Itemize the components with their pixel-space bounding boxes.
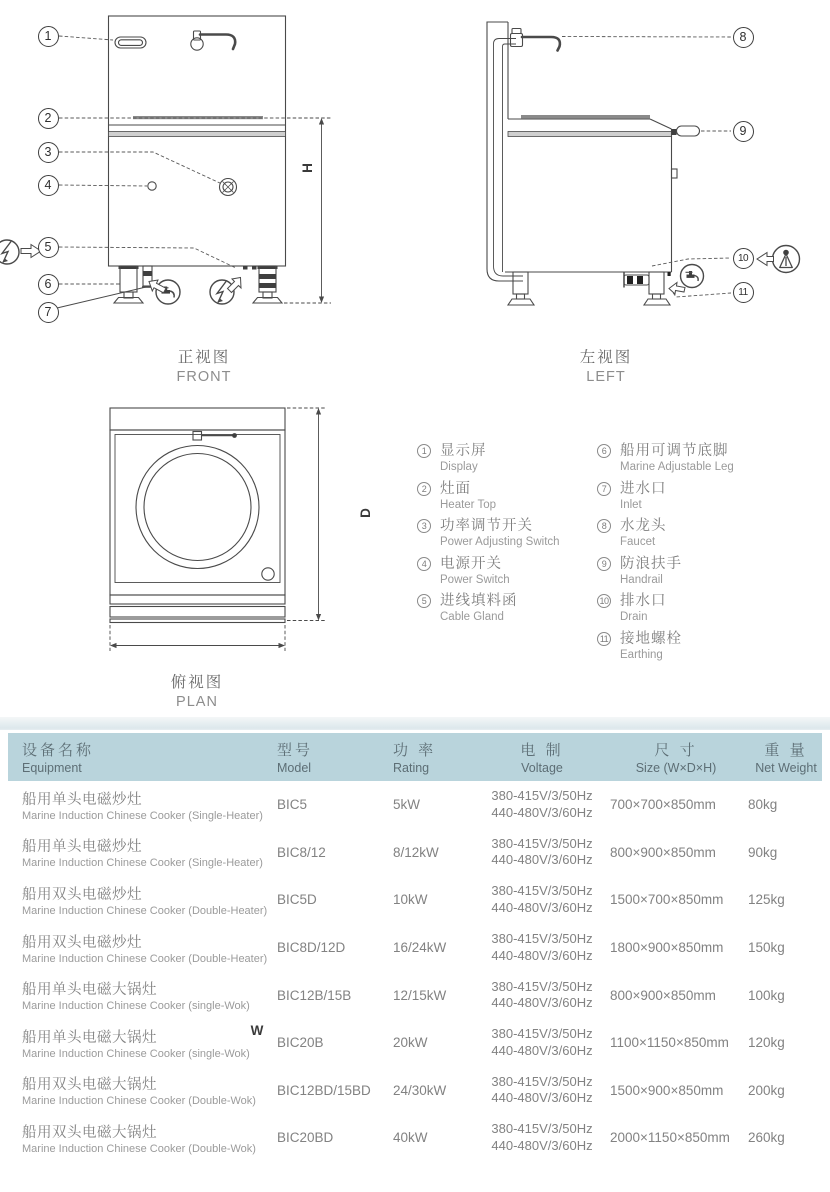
rating-cell: 8/12kW (393, 844, 439, 860)
drain-icon (757, 246, 800, 273)
model-cell: BIC8/12 (277, 844, 326, 860)
legend-num: 4 (417, 557, 431, 571)
callout-1: 1 (38, 26, 59, 47)
legend-num: 10 (597, 594, 611, 608)
wok-ring (136, 446, 259, 569)
size-cell: 800×900×850mm (610, 987, 716, 1003)
legend-label-en: Drain (620, 611, 648, 623)
power-switch (148, 182, 156, 190)
model-cell: BIC8D/12D (277, 940, 346, 956)
faucet-side (511, 29, 560, 51)
voltage-cell (476, 1114, 608, 1162)
legend-label-en: Power Switch (440, 573, 510, 586)
voltage-50hz: 380-415V/3/50Hz (491, 835, 593, 851)
rating-cell: 12/15kW (393, 987, 447, 1003)
faucet-front (191, 31, 235, 50)
table-row (0, 1067, 830, 1115)
legend-item-cable-gland (417, 592, 607, 630)
voltage-cell (476, 781, 608, 829)
header-weight (746, 733, 826, 781)
callout-3: 3 (38, 142, 59, 163)
size-cell: 1500×900×850mm (610, 1082, 724, 1098)
faucet-icon (149, 280, 180, 304)
legend-label-zh: 船用可调节底脚 (620, 443, 729, 459)
equipment-name-zh: 船用双头电磁大锅灶 (22, 1124, 157, 1141)
size-cell: 1500×700×850mm (610, 892, 724, 908)
model-cell: BIC12BD/15BD (277, 1082, 371, 1098)
legend-item-marine-adjustable-leg (597, 442, 787, 480)
header-voltage (476, 733, 608, 781)
depth-dimension (287, 408, 326, 621)
header-rating-zh: 功 率 (393, 742, 437, 759)
legend-item-power-adjusting-switch (417, 517, 607, 555)
equipment-name-zh: 船用双头电磁炒灶 (22, 886, 142, 903)
back-panel (487, 22, 523, 281)
voltage-50hz: 380-415V/3/50Hz (491, 883, 593, 899)
equipment-name-en: Marine Induction Chinese Cooker (Double-Wok) (22, 1095, 256, 1108)
leader-lines-front (59, 36, 286, 284)
left-view-drawing (420, 0, 830, 340)
callout-6: 6 (38, 274, 59, 295)
adjustable-leg-left (114, 266, 143, 303)
voltage-60hz: 440-480V/3/60Hz (491, 995, 593, 1011)
lightning-icon (210, 278, 241, 305)
width-dimension (110, 625, 285, 651)
legend-column-2 (597, 442, 787, 667)
plan-view-title (132, 670, 262, 710)
adjustable-leg-left (508, 272, 534, 305)
header-size (610, 733, 742, 781)
equipment-name-zh: 船用双头电磁炒灶 (22, 934, 142, 951)
voltage-60hz: 440-480V/3/60Hz (491, 899, 593, 915)
dim-label-w: W (250, 1023, 264, 1038)
handrail (672, 126, 700, 136)
weight-cell: 200kg (748, 1082, 785, 1098)
voltage-50hz: 380-415V/3/50Hz (491, 931, 593, 947)
legend-num: 8 (597, 519, 611, 533)
legend-label-zh: 防浪扶手 (620, 555, 682, 572)
legend-num: 5 (417, 594, 431, 608)
size-cell: 800×900×850mm (610, 844, 716, 860)
weight-cell: 80kg (748, 797, 778, 813)
voltage-50hz: 380-415V/3/50Hz (491, 978, 593, 994)
equipment-name-zh: 船用单头电磁炒灶 (22, 791, 142, 808)
earthing-bolt (672, 169, 678, 178)
header-voltage-zh: 电 制 (520, 742, 564, 759)
legend-num: 3 (417, 519, 431, 533)
legend-label-zh: 排水口 (620, 593, 667, 609)
equipment-name-zh: 船用双头电磁大锅灶 (22, 1077, 157, 1094)
equipment-name-en: Marine Induction Chinese Cooker (Double-Wok) (22, 1142, 256, 1155)
model-cell: BIC12B/15B (277, 987, 352, 1003)
size-cell: 1100×1150×850mm (610, 1035, 729, 1051)
voltage-60hz: 440-480V/3/60Hz (491, 1090, 593, 1106)
legend-item-inlet (597, 480, 787, 518)
legend-item-drain (597, 592, 787, 630)
left-view-title (541, 345, 671, 385)
front-view-title (139, 345, 269, 385)
size-cell: 2000×1150×850mm (610, 1130, 730, 1146)
rating-cell: 40kW (393, 1130, 428, 1146)
lightning-icon (0, 240, 41, 264)
height-dimension (284, 118, 331, 303)
plan-drain-hole (262, 568, 274, 580)
voltage-60hz: 440-480V/3/60Hz (491, 804, 593, 820)
equipment-name-en: Marine Induction Chinese Cooker (Single-Heater) (22, 857, 263, 870)
callout-2: 2 (38, 108, 59, 129)
front-view-title-zh: 正视图 (177, 349, 231, 366)
cooktop-band (109, 132, 286, 137)
legend-label-zh: 功率调节开关 (440, 518, 533, 534)
header-model (277, 733, 387, 781)
left-view-title-en: LEFT (586, 369, 626, 385)
rating-cell: 10kW (393, 892, 428, 908)
voltage-cell (476, 829, 608, 877)
cooktop-band (508, 132, 672, 137)
legend-label-en: Handrail (620, 573, 663, 586)
header-weight-en: Net Weight (755, 761, 817, 775)
header-size-en: Size (W×D×H) (635, 761, 717, 775)
front-view-title-en: FRONT (176, 369, 232, 385)
model-cell: BIC5 (277, 797, 308, 813)
voltage-50hz: 380-415V/3/50Hz (491, 1026, 593, 1042)
callout-5: 5 (38, 237, 59, 258)
callout-4: 4 (38, 175, 59, 196)
callout-11: 11 (733, 282, 754, 303)
header-model-en: Model (277, 761, 312, 775)
table-row (0, 1019, 830, 1067)
header-rating-en: Rating (393, 761, 430, 775)
equipment-name-en: Marine Induction Chinese Cooker (single-Wok) (22, 1000, 250, 1013)
voltage-60hz: 440-480V/3/60Hz (491, 1137, 593, 1153)
dim-label-d: D (358, 508, 373, 518)
header-size-zh: 尺 寸 (654, 742, 698, 759)
table-row (0, 781, 830, 829)
rating-cell: 20kW (393, 1035, 428, 1051)
legend-label-en: Cable Gland (440, 611, 504, 623)
left-view-title-zh: 左视图 (579, 349, 633, 366)
callout-10: 10 (733, 248, 754, 269)
voltage-cell (476, 924, 608, 972)
leader-lines-left (562, 37, 731, 298)
legend-num: 1 (417, 444, 431, 458)
header-equipment (22, 733, 272, 781)
legend-column-1 (417, 442, 607, 630)
equipment-name-en: Marine Induction Chinese Cooker (single-Wok) (22, 1047, 250, 1060)
legend-num: 2 (417, 482, 431, 496)
legend-label-en: Marine Adjustable Leg (620, 461, 734, 473)
equipment-name-en: Marine Induction Chinese Cooker (Double-Heater) (22, 952, 268, 965)
table-top-strip (0, 717, 830, 730)
legend-label-en: Inlet (620, 498, 642, 511)
weight-cell: 260kg (748, 1130, 785, 1146)
model-cell: BIC20B (277, 1035, 324, 1051)
equipment-name-en: Marine Induction Chinese Cooker (Double-Heater) (22, 904, 268, 917)
legend-label-zh: 进线填料函 (440, 593, 518, 609)
callout-9: 9 (733, 121, 754, 142)
table-row (0, 829, 830, 877)
plan-view-title-en: PLAN (176, 694, 218, 710)
voltage-50hz: 380-415V/3/50Hz (491, 788, 593, 804)
adjustable-leg-right (253, 266, 282, 303)
legend-num: 7 (597, 482, 611, 496)
voltage-60hz: 440-480V/3/60Hz (491, 1042, 593, 1058)
legend-item-heater-top (417, 480, 607, 518)
adjustable-leg-right (644, 272, 670, 305)
legend-label-zh: 灶面 (440, 480, 471, 497)
weight-cell: 90kg (748, 844, 778, 860)
legend-item-earthing (597, 630, 787, 668)
legend-item-handrail (597, 555, 787, 593)
legend-label-en: Earthing (620, 648, 663, 661)
power-adjusting-knob (220, 179, 237, 196)
callout-7: 7 (38, 302, 59, 323)
legend-label-zh: 电源开关 (440, 555, 502, 572)
size-cell: 700×700×850mm (610, 797, 716, 813)
plan-handle (193, 432, 237, 441)
heater-plate (521, 115, 650, 118)
weight-cell: 100kg (748, 987, 785, 1003)
legend-num: 11 (597, 632, 611, 646)
legend-label-zh: 水龙头 (620, 518, 667, 534)
dim-label-h: H (300, 163, 315, 173)
legend-num: 9 (597, 557, 611, 571)
voltage-50hz: 380-415V/3/50Hz (491, 1073, 593, 1089)
legend-item-power-switch (417, 555, 607, 593)
header-voltage-en: Voltage (521, 761, 563, 775)
header-rating (393, 733, 473, 781)
voltage-cell (476, 971, 608, 1019)
weight-cell: 125kg (748, 892, 785, 908)
voltage-cell (476, 876, 608, 924)
rating-cell: 24/30kW (393, 1082, 447, 1098)
header-equipment-zh: 设备名称 (22, 742, 95, 759)
legend-item-display (417, 442, 607, 480)
legend-label-zh: 显示屏 (440, 443, 487, 459)
table-row (0, 876, 830, 924)
legend-num: 6 (597, 444, 611, 458)
equipment-name-en: Marine Induction Chinese Cooker (Single-Heater) (22, 809, 263, 822)
equipment-name-zh: 船用单头电磁大锅灶 (22, 1029, 157, 1046)
voltage-60hz: 440-480V/3/60Hz (491, 852, 593, 868)
voltage-50hz: 380-415V/3/50Hz (491, 1121, 593, 1137)
size-cell: 1800×900×850mm (610, 940, 724, 956)
legend-label-zh: 接地螺栓 (620, 630, 682, 647)
voltage-cell (476, 1067, 608, 1115)
equipment-name-zh: 船用单头电磁大锅灶 (22, 982, 157, 999)
header-model-zh: 型号 (277, 742, 314, 759)
legend-label-en: Display (440, 461, 478, 473)
header-weight-zh: 重 量 (764, 742, 808, 759)
legend-label-zh: 进水口 (620, 480, 667, 497)
voltage-60hz: 440-480V/3/60Hz (491, 947, 593, 963)
table-row (0, 971, 830, 1019)
rating-cell: 5kW (393, 797, 420, 813)
faucet-icon (669, 265, 704, 295)
plan-view-title-zh: 俯视图 (170, 674, 224, 691)
model-cell: BIC20BD (277, 1130, 334, 1146)
header-equipment-en: Equipment (22, 761, 82, 775)
table-row (0, 1114, 830, 1162)
table-row (0, 924, 830, 972)
weight-cell: 120kg (748, 1035, 785, 1051)
weight-cell: 150kg (748, 940, 785, 956)
legend-item-faucet (597, 517, 787, 555)
callout-8: 8 (733, 27, 754, 48)
model-cell: BIC5D (277, 892, 317, 908)
legend-label-en: Power Adjusting Switch (440, 536, 560, 548)
cabinet-outline (109, 16, 286, 266)
legend-label-en: Heater Top (440, 498, 497, 511)
spec-table-header (8, 733, 822, 781)
legend-label-en: Faucet (620, 536, 656, 548)
rating-cell: 16/24kW (393, 940, 447, 956)
equipment-name-zh: 船用单头电磁炒灶 (22, 839, 142, 856)
voltage-cell (476, 1019, 608, 1067)
display-panel (115, 37, 146, 48)
plan-top-band (110, 408, 285, 430)
